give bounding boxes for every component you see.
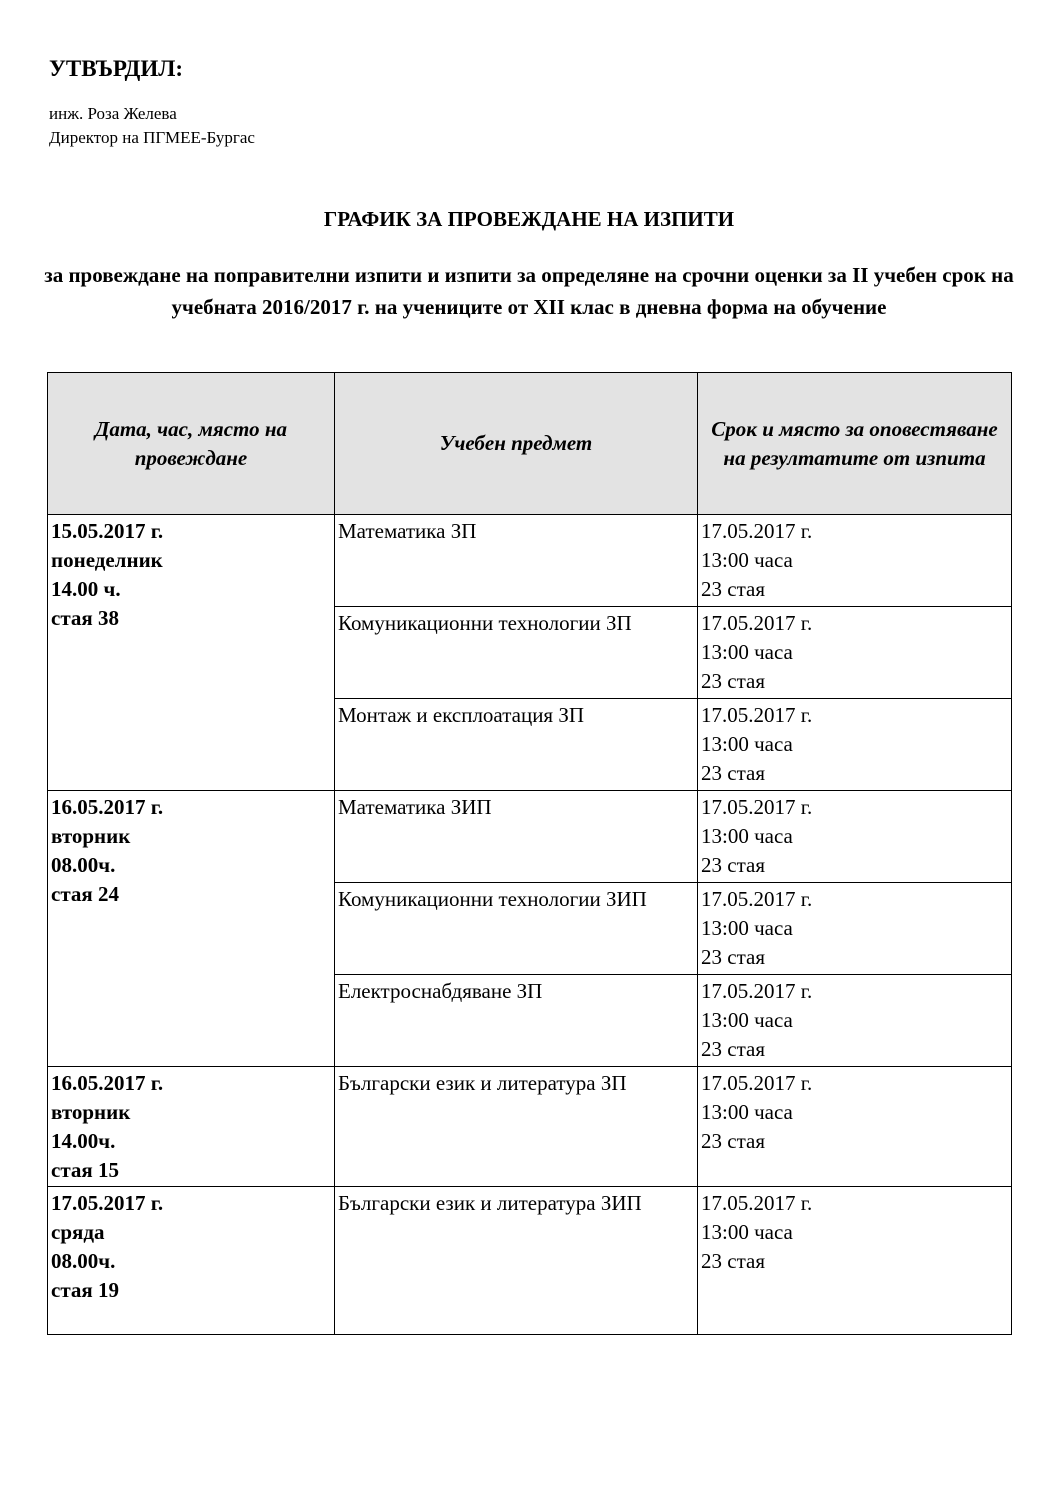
result-date: 17.05.2017 г.	[701, 519, 813, 543]
result-date: 17.05.2017 г.	[701, 979, 813, 1003]
result-cell	[698, 515, 1012, 607]
subject-cell: Математика ЗИП	[335, 791, 698, 883]
header-subject: Учебен предмет	[335, 373, 698, 515]
result-time: 13:00 часа	[701, 916, 793, 940]
exam-time: 14.00 ч.	[51, 577, 121, 601]
header-results: Срок и място за оповестяване на резултатите от изпита	[698, 373, 1012, 515]
result-date: 17.05.2017 г.	[701, 703, 813, 727]
exam-datetime-cell	[48, 515, 335, 791]
exam-room: стая 24	[51, 882, 120, 906]
result-time: 13:00 часа	[701, 640, 793, 664]
result-room: 23 стая	[701, 1129, 765, 1153]
exam-day: сряда	[51, 1220, 105, 1244]
exam-date: 16.05.2017 г.	[51, 1071, 164, 1095]
exam-day: понеделник	[51, 548, 163, 572]
document-subtitle: за провеждане на поправителни изпити и изпити за определяне на срочни оценки за II учебен срок на учебната 2016/2017 г. на учениците от XII клас в дневна форма на обучение	[44, 263, 1014, 319]
result-time: 13:00 часа	[701, 824, 793, 848]
result-cell	[698, 1067, 1012, 1187]
exam-datetime-cell	[48, 1187, 335, 1335]
exam-time: 08.00ч.	[51, 853, 116, 877]
result-date: 17.05.2017 г.	[701, 1191, 813, 1215]
subject-cell: Комуникационни технологии ЗП	[335, 607, 698, 699]
header-date-time-place: Дата, час, място на провеждане	[48, 373, 335, 515]
result-cell	[698, 699, 1012, 791]
result-time: 13:00 часа	[701, 1100, 793, 1124]
approval-heading: УТВЪРДИЛ:	[49, 56, 184, 81]
result-cell	[698, 607, 1012, 699]
table-header-row	[48, 373, 1012, 515]
result-date: 17.05.2017 г.	[701, 795, 813, 819]
result-time: 13:00 часа	[701, 1220, 793, 1244]
result-room: 23 стая	[701, 761, 765, 785]
result-cell	[698, 975, 1012, 1067]
exam-datetime-cell	[48, 1067, 335, 1187]
result-time: 13:00 часа	[701, 732, 793, 756]
result-room: 23 стая	[701, 853, 765, 877]
table-row	[48, 515, 1012, 607]
subject-cell: Български език и литература ЗИП	[335, 1187, 698, 1335]
subject-cell: Математика ЗП	[335, 515, 698, 607]
exam-datetime-cell	[48, 791, 335, 1067]
subject-cell: Електроснабдяване ЗП	[335, 975, 698, 1067]
result-date: 17.05.2017 г.	[701, 887, 813, 911]
table-row	[48, 791, 1012, 883]
result-room: 23 стая	[701, 1037, 765, 1061]
result-cell	[698, 883, 1012, 975]
result-time: 13:00 часа	[701, 1008, 793, 1032]
exam-time: 14.00ч.	[51, 1129, 116, 1153]
subject-cell: Комуникационни технологии ЗИП	[335, 883, 698, 975]
result-time: 13:00 часа	[701, 548, 793, 572]
table-row	[48, 1067, 1012, 1187]
subject-cell: Български език и литература ЗП	[335, 1067, 698, 1187]
result-date: 17.05.2017 г.	[701, 611, 813, 635]
exam-date: 17.05.2017 г.	[51, 1191, 164, 1215]
subject-cell: Монтаж и експлоатация ЗП	[335, 699, 698, 791]
exam-room: стая 19	[51, 1278, 120, 1302]
result-cell	[698, 791, 1012, 883]
exam-time: 08.00ч.	[51, 1249, 116, 1273]
exam-day: вторник	[51, 1100, 131, 1124]
exam-date: 15.05.2017 г.	[51, 519, 164, 543]
result-room: 23 стая	[701, 945, 765, 969]
result-room: 23 стая	[701, 669, 765, 693]
result-cell	[698, 1187, 1012, 1335]
exam-schedule-table	[47, 372, 1012, 1335]
result-date: 17.05.2017 г.	[701, 1071, 813, 1095]
signer-position: Директор на ПГМЕЕ-Бургас	[49, 128, 255, 147]
signer-name: инж. Роза Желева	[49, 104, 177, 123]
exam-day: вторник	[51, 824, 131, 848]
table-row	[48, 1187, 1012, 1335]
exam-date: 16.05.2017 г.	[51, 795, 164, 819]
result-room: 23 стая	[701, 1249, 765, 1273]
result-room: 23 стая	[701, 577, 765, 601]
document-title: ГРАФИК ЗА ПРОВЕЖДАНЕ НА ИЗПИТИ	[323, 207, 735, 231]
exam-room: стая 15	[51, 1158, 120, 1182]
exam-room: стая 38	[51, 606, 120, 630]
